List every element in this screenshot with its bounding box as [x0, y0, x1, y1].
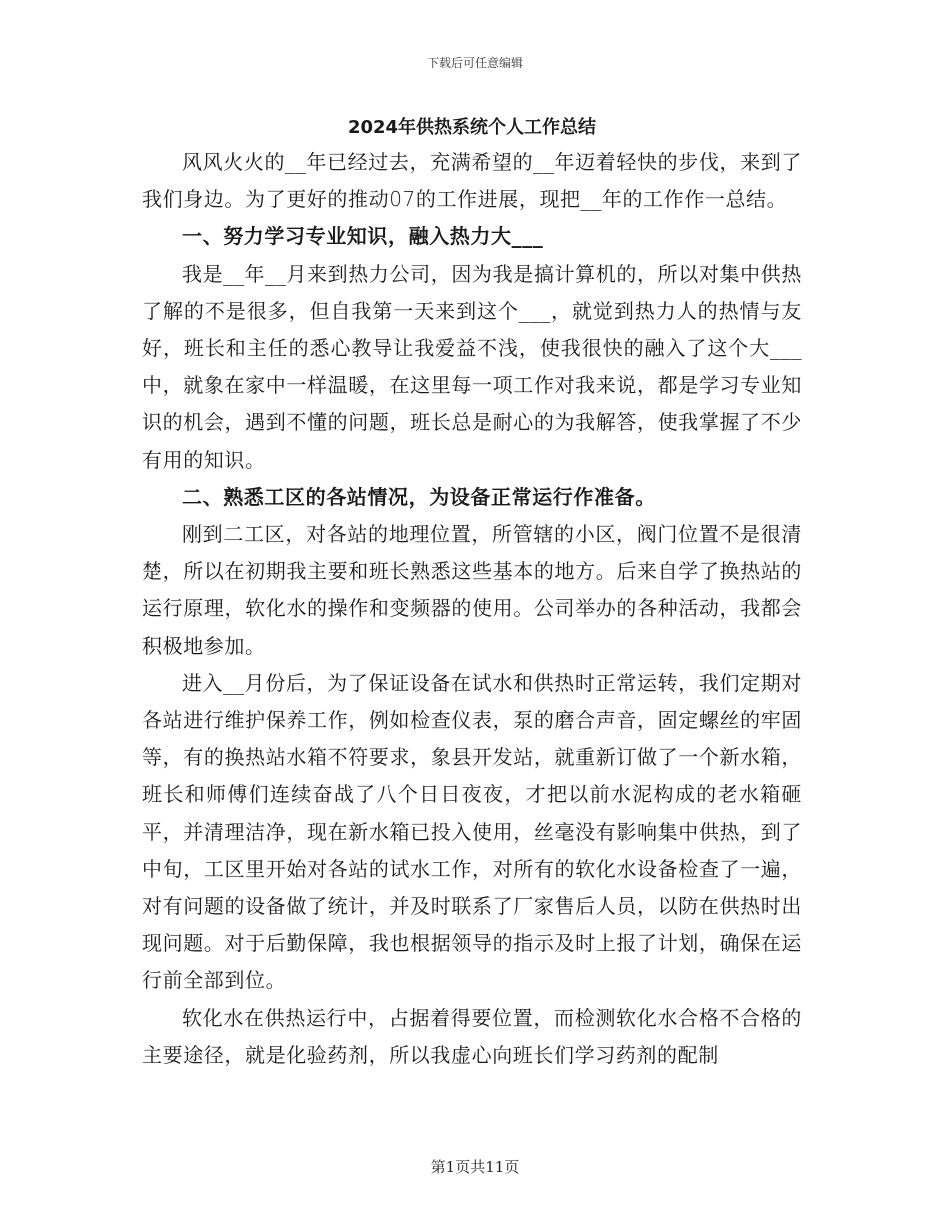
section-heading-1: 一、努力学习专业知识，融入热力大___ — [182, 224, 544, 249]
paragraph-section-1: 我是__年__月来到热力公司，因为我是搞计算机的，所以对集中供热了解的不是很多，但自我第一天来到这个___，就觉到热力人的热情与友好，班长和主任的悉心教导让我爱益不浅，使我很快的融入了这个大___中，就象在家中一样温暖，在这里每一项工作对我来说，都是学习专业知识的机会，遇到不懂的问题，班长总是耐心的为我解答，使我掌握了不少有用的知识。 — [142, 261, 802, 472]
paragraph-section-2b: 进入__月份后，为了保证设备在试水和供热时正常运转，我们定期对各站进行维护保养工作，例如检查仪表，泵的磨合声音，固定螺丝的牢固等，有的换热站水箱不符要求，象县开发站，就重新订做了一个新水箱，班长和师傅们连续奋战了八个日日夜夜，才把以前水泥构成的老水箱砸平，并清理洁净，现在新水箱已投入使用，丝毫没有影响集中供热，到了中旬，工区里开始对各站的试水工作，对所有的软化水设备检查了一遍，对有问题的设备做了统计，并及时联系了厂家售后人员，以防在供热时出现问题。对于后勤保障，我也根据领导的指示及时上报了计划，确保在运行前全部到位。 — [142, 670, 802, 993]
paragraph-section-2c: 软化水在供热运行中，占据着得要位置，而检测软化水合格不合格的主要途径，就是化验药剂，所以我虚心向班长们学习药剂的配制 — [142, 1005, 802, 1067]
paragraph-section-2a: 刚到二工区，对各站的地理位置，所管辖的小区，阀门位置不是很清楚，所以在初期我主要和班长熟悉这些基本的地方。后来自学了换热站的运行原理，软化水的操作和变频器的使用。公司举办的各种活动，我都会积极地参加。 — [142, 522, 802, 658]
section-heading-2: 二、熟悉工区的各站情况，为设备正常运行作准备。 — [182, 484, 656, 509]
page-footer: 第1页共11页 — [430, 1158, 520, 1176]
document-body — [142, 112, 802, 1074]
document-title: 2024年供热系统个人工作总结 — [347, 117, 597, 138]
header-note: 下载后可任意编辑 — [426, 56, 523, 70]
paragraph-intro: 风风火火的__年已经过去，充满希望的__年迈着轻快的步伐，来到了我们身边。为了更好的推动07的工作进展，现把__年的工作作一总结。 — [142, 150, 802, 212]
